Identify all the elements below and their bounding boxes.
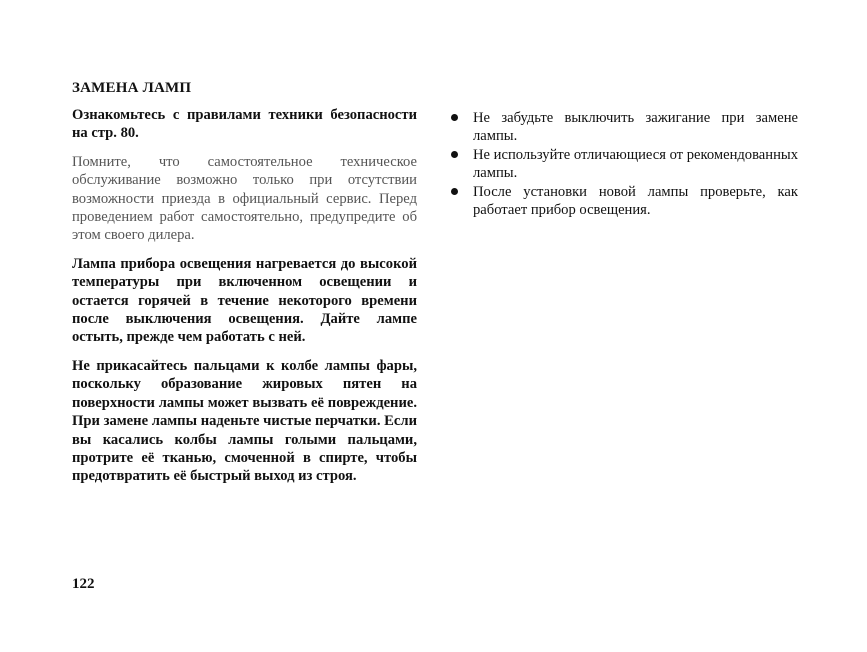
list-item [451,109,798,146]
bullet-list [451,109,798,219]
lamp-handling-warning-paragraph: Не прикасайтесь пальцами к колбе лампы фары, поскольку образование жировых пятен на поверхности лампы может вызвать её повреждение. При замене лампы наденьте чистые перчатки. Если вы касались колбы лампы голыми пальцами, протрите её тканью, смоченной в спирте, чтобы предотвратить её быстрый выход из строя. [72,357,417,485]
list-item [451,146,798,183]
left-column [72,106,417,496]
bullet-icon [451,114,458,121]
list-item [451,183,798,220]
right-column [451,109,798,219]
bullet-text: Не забудьте выключить зажигание при замене лампы. [473,110,798,145]
bullet-icon [451,151,458,158]
bullet-text: После установки новой лампы проверьте, как работает прибор освещения. [473,183,798,219]
self-service-note-paragraph: Помните, что самостоятельное техническое обслуживание возможно только при отсутствии возможности приезда в официальный сервис. Перед проведением работ самостоятельно, предупредите об этом своего дилера. [72,153,417,244]
bullet-text: Не используйте отличающиеся от рекомендованных лампы. [473,146,798,182]
bullet-icon [451,188,458,195]
section-heading: ЗАМЕНА ЛАМП [72,80,192,96]
safety-reference-paragraph: Ознакомьтесь с правилами техники безопасности на стр. 80. [72,107,417,142]
page-number: 122 [72,576,95,592]
lamp-heat-warning-paragraph: Лампа прибора освещения нагревается до высокой температуры при включенном освещении и остается горячей в течение некоторого времени после выключения освещения. Дайте лампе остыть, прежде чем работать с ней. [72,255,417,346]
